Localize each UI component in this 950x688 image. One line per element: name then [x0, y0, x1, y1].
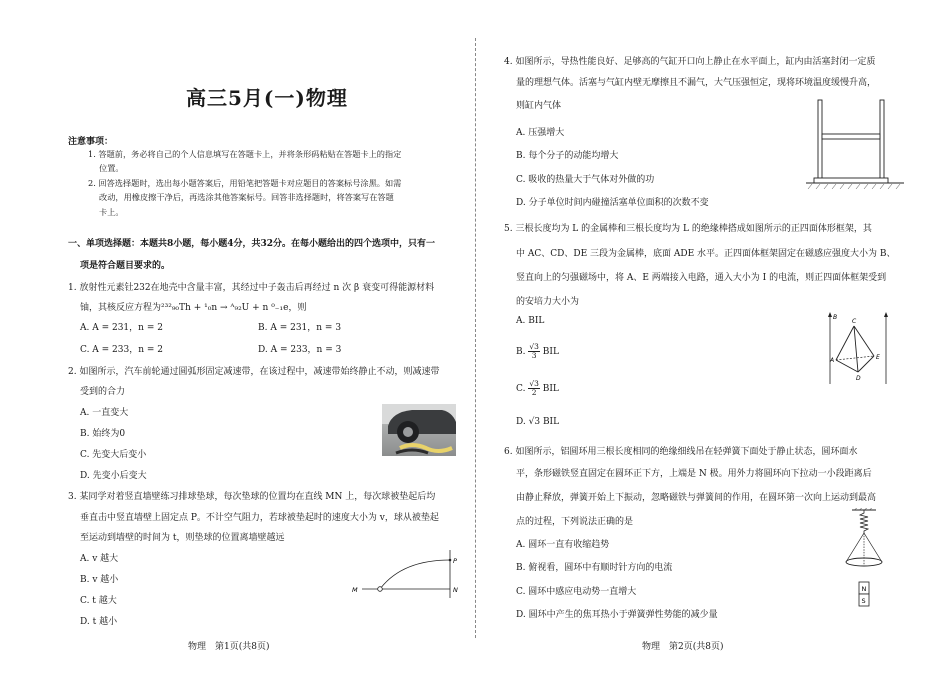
q4-option-b: B. 每个分子的动能均增大 [516, 151, 619, 161]
q5-option-c-suffix: BIL [542, 384, 559, 394]
q6-label-s: S [861, 597, 866, 605]
q5-option-b [516, 343, 559, 360]
q6-line3: 由静止释放，弹簧开始上下振动，忽略磁铁与弹簧间的作用，在圆环第一次向上运动到最高 [516, 493, 877, 503]
q5-option-b-suffix: BIL [542, 347, 559, 357]
footer-left: 物理 第1页(共8页) [188, 642, 270, 652]
q4-option-d: D. 分子单位时间内碰撞活塞单位面积的次数不变 [516, 198, 709, 208]
q3-figure [350, 548, 462, 600]
q2-option-d: D. 先变小后变大 [80, 471, 147, 481]
q1-line2: 铀，其核反应方程为²³²₉₀Th + ¹₀n → ᴬ₉₂U + n ⁰₋₁e，则 [80, 303, 307, 313]
q3-line2: 垂直击中竖直墙壁上固定点 P。不计空气阻力，若球被垫起时的速度大小为 v，球从被垫起 [80, 513, 439, 523]
notice-item1-line1: 1. 答题前，务必将自己的个人信息填写在答题卡上，并将条形码粘贴在答题卡上的指定 [88, 149, 402, 159]
q2-option-a: A. 一直变大 [80, 408, 129, 418]
q6-line1: 6. 如图所示，铝圆环用三根长度相同的绝缘细线吊在轻弹簧下面处于静止状态，圆环面水 [504, 447, 858, 457]
q5-label-c: C [852, 318, 857, 325]
q6-line4: 点的过程，下列说法正确的是 [516, 517, 634, 527]
q3-label-p: P [453, 557, 457, 565]
q3-option-a: A. v 越大 [80, 554, 119, 564]
q2-line2: 受到的合力 [80, 387, 126, 397]
notice-item2-line3: 卡上。 [99, 207, 124, 217]
q2-option-c: C. 先变大后变小 [80, 450, 147, 460]
footer-right: 物理 第2页(共8页) [642, 642, 724, 652]
q3-option-c: C. t 越大 [80, 596, 117, 606]
q5-label-e: E [876, 354, 880, 361]
notice-heading: 注意事项： [68, 137, 114, 147]
q5-option-b-prefix: B. [516, 347, 526, 357]
q6-line2: 平，条形磁铁竖直固定在圆环正下方，上端是 N 极。用外力将圆环向下拉动一小段距离后 [516, 469, 872, 479]
q5-option-c-denominator: 2 [531, 388, 537, 397]
q6-option-b: B. 俯视看，圆环中有顺时针方向的电流 [516, 563, 673, 573]
q3-option-b: B. v 越小 [80, 575, 119, 585]
q5-option-a: A. BIL [516, 316, 545, 326]
notice-item2-line2: 改动，用橡皮擦干净后，再选涂其他答案标号。回答非选择题时，将答案写在答题 [99, 192, 394, 202]
q6-option-a: A. 圆环一直有收缩趋势 [516, 540, 610, 550]
q4-option-a: A. 压强增大 [516, 128, 565, 138]
notice-item1-line2: 位置。 [99, 163, 124, 173]
q3-label-n: N [453, 586, 458, 594]
q4-line1: 4. 如图所示，导热性能良好、足够高的气缸开口向上静止在水平面上，缸内由活塞封闭一定质 [504, 57, 876, 67]
q5-label-d: D [856, 375, 861, 382]
q3-option-d: D. t 越小 [80, 617, 118, 627]
q1-option-c: C. A = 233，n = 2 [80, 345, 164, 355]
q5-option-c-numerator: √3 [529, 379, 539, 388]
q1-option-d: D. A = 233，n = 3 [258, 345, 342, 355]
q5-option-c-prefix: C. [516, 384, 526, 394]
section1-line2: 项是符合题目要求的。 [80, 261, 171, 271]
q6-ring-magnet-figure [838, 508, 890, 608]
q2-line1: 2. 如图所示，汽车前轮通过圆弧形固定减速带，在该过程中，减速带始终静止不动，则减速带 [68, 367, 440, 377]
q5-option-b-denominator: 3 [531, 351, 537, 360]
q5-label-b: B [833, 314, 838, 321]
q4-line3: 则缸内气体 [516, 101, 562, 111]
q5-tetrahedron-figure [822, 310, 898, 386]
q1-option-a: A. A = 231，n = 2 [80, 323, 163, 333]
q5-line4: 的安培力大小为 [516, 297, 580, 307]
section1-line1: 一、单项选择题：本题共8小题，每小题4分，共32分。在每小题给出的四个选项中，只有一 [68, 239, 436, 249]
q4-cylinder-figure [806, 98, 906, 190]
q5-label-a: A [830, 357, 835, 364]
q5-option-c [516, 380, 559, 397]
q4-option-c: C. 吸收的热量大于气体对外做的功 [516, 175, 655, 185]
q3-line1: 3. 某同学对着竖直墙壁练习排球垫球，每次垫球的位置均在直线 MN 上，每次球被垫起后均 [68, 492, 436, 502]
q2-option-b: B. 始终为0 [80, 429, 126, 439]
q6-label-n: N [861, 585, 867, 593]
q5-line1: 5. 三根长度均为 L 的金属棒和三根长度均为 L 的绝缘棒搭成如图所示的正四面体形框架，其 [504, 224, 872, 234]
q5-option-d: D. √3 BIL [516, 417, 560, 427]
q3-label-m: M [352, 586, 358, 594]
q6-option-d: D. 圆环中产生的焦耳热小于弹簧弹性势能的减少量 [516, 610, 718, 620]
q1-line1: 1. 放射性元素钍232在地壳中含量丰富，其经过中子轰击后再经过 n 次 β 衰变可得能源材料 [68, 283, 435, 293]
car-speed-bump-photo [382, 404, 456, 456]
q5-line2: 中 AC、CD、DE 三段为金属棒，底面 ADE 水平。正四面体框架固定在磁感应强度大小为 B、 [516, 249, 896, 259]
notice-item2-line1: 2. 回答选择题时，选出每小题答案后，用铅笔把答题卡对应题目的答案标号涂黑。如需 [88, 178, 402, 188]
exam-title: 高三5月(一)物理 [186, 86, 348, 110]
q5-option-b-numerator: √3 [529, 342, 539, 351]
q3-line3: 至运动到墙壁的时间为 t，则垫球的位置离墙壁越远 [80, 533, 285, 543]
q6-option-c: C. 圆环中感应电动势一直增大 [516, 587, 637, 597]
page-divider [475, 38, 476, 638]
q5-line3: 竖直向上的匀强磁场中，将 A、E 两端接入电路，通入大小为 I 的电流，则正四面体框架受到 [516, 273, 887, 283]
q4-line2: 量的理想气体。活塞与气缸内壁无摩擦且不漏气，大气压强恒定，现将环境温度缓慢升高， [516, 78, 877, 88]
q1-option-b: B. A = 231，n = 3 [258, 323, 342, 333]
